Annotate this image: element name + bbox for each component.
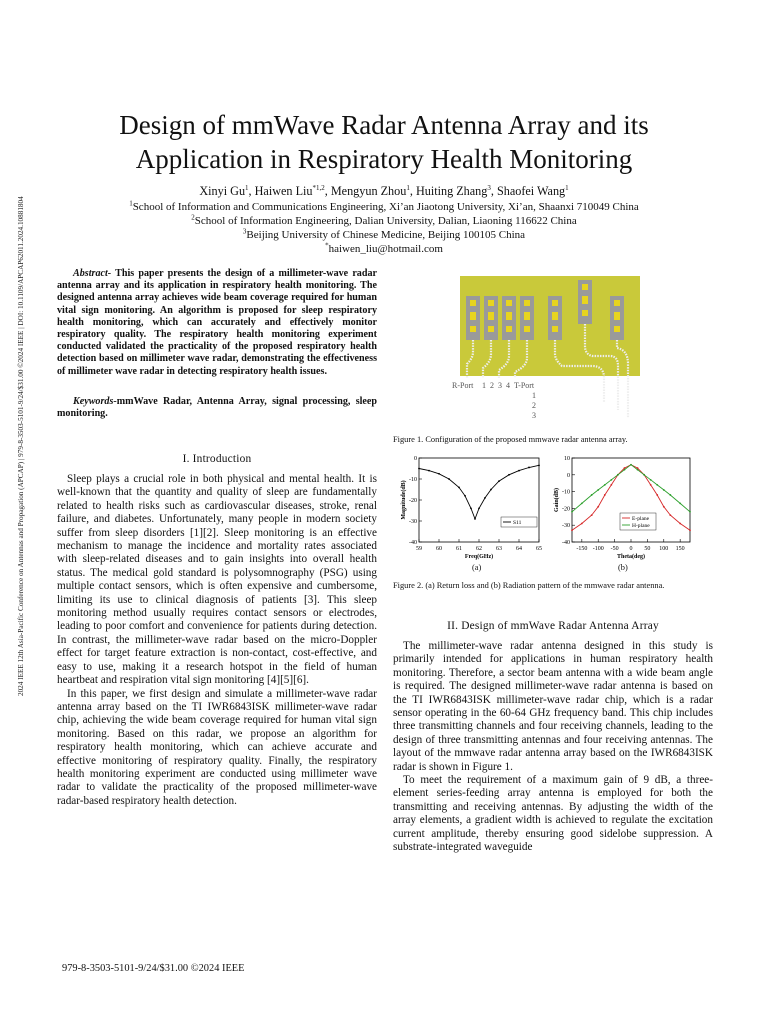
x-tick-label: 0 — [629, 546, 633, 552]
aff-text: haiwen_liu@hotmail.com — [328, 243, 443, 255]
y-tick-label: -20 — [409, 498, 417, 504]
plot-frame — [419, 458, 539, 542]
data-point — [538, 464, 540, 466]
author-sup: 3 — [487, 183, 491, 192]
data-point — [637, 469, 639, 471]
r-port-num: 1 — [482, 381, 486, 390]
paper-title — [60, 108, 708, 176]
data-point — [679, 523, 681, 525]
data-point — [637, 467, 639, 469]
data-point — [630, 464, 632, 466]
x-tick-label: -150 — [576, 546, 588, 552]
data-point — [669, 514, 671, 516]
abstract-text: This paper presents the design of a millimeter-wave radar antenna array and its application in respiratory health monitoring. The designed antenna array achieves wide beam coverage required for human vital sign monitoring. An algorithm is proposed for sleep respiratory health monitoring, which can accurately and effectively monitor respiratory quality. The respiratory health monitoring experiment conducted validated the practicality of the proposed respiratory health detection based on millimeter wave radar, demonstrating the effectiveness of millimeter wave radar in detecting respiratory health issues. — [57, 268, 377, 377]
data-point — [490, 489, 492, 491]
data-point — [656, 484, 658, 486]
paragraph: Sleep plays a crucial role in both physical and mental health. It is well-known that the quantity and quality of sleep are fundamentally related to health risks such as cardiovascular diseases, stroke, renal failure, and diabetes. Unfortunately, many people in modern society suffer from sleep disorders [1][2]. Sleep monitoring is an effective mechanism to manage the incidence and mortality rates associated with sleep-related diseases and to gain insights into overall health status. The medical gold standard is polysomnography (PSG) using multiple contact sensors, which is often expensive and cumbersome, limiting its use to clinical diagnosis of patients [3]. This sleep monitoring method usually requires contact sensors or electrodes, leading to poor comfort and convenience for patients during detection. In contrast, the millimeter-wave radar based on the micro-Doppler effect for target feature extraction is non-contact, cost-effective, and easy to use, making it a research hotspot in the field of human heartbeat and respiration vital sign monitoring [4][5][6]. — [57, 473, 377, 687]
data-point — [663, 506, 665, 508]
data-point — [581, 523, 583, 525]
section-1-heading: I. Introduction — [182, 453, 252, 465]
author-name: Xinyi Gu — [199, 184, 246, 198]
y-tick-label: 0 — [567, 472, 570, 479]
aff-sup: 2 — [191, 213, 195, 222]
author-name: Huiting Zhang — [415, 184, 488, 198]
r-port-num: 3 — [498, 381, 502, 390]
data-point — [617, 474, 619, 476]
author-name: Haiwen Liu — [254, 184, 313, 198]
data-point — [428, 470, 430, 472]
section-2-heading: II. Design of mmWave Radar Antenna Array — [447, 620, 659, 632]
figure-1 — [452, 274, 652, 424]
section-2-body — [393, 640, 713, 855]
data-point — [591, 514, 593, 516]
data-point — [591, 494, 593, 496]
data-point — [474, 518, 476, 520]
aff-sup: 3 — [242, 227, 247, 236]
figure-2a-label: (a) — [472, 563, 482, 572]
data-point — [581, 502, 583, 504]
x-axis-label: Freq(GHz) — [464, 554, 494, 560]
data-point — [470, 508, 472, 510]
data-point — [508, 474, 510, 476]
x-tick-label: -100 — [592, 546, 604, 552]
y-axis-label: Gain(dB) — [554, 487, 560, 513]
abstract — [57, 268, 377, 378]
keywords-text: mmWave Radar, Antenna Array, signal processing, sleep monitoring. — [57, 396, 377, 420]
data-point — [643, 474, 645, 476]
author-sup: *1,2 — [312, 183, 325, 192]
t-port-num: 2 — [532, 401, 536, 410]
data-point — [604, 484, 606, 486]
plot-frame — [572, 458, 690, 542]
aff-text: School of Information and Communications Engineering, Xi’an Jiaotong University, Xi’an, Shaanxi 710049 China — [132, 201, 639, 213]
aff-text: School of Information Engineering, Dalian University, Dalian, Liaoning 116622 China — [194, 215, 577, 227]
y-tick-label: -40 — [562, 540, 570, 546]
paragraph: To meet the requirement of a maximum gain of 9 dB, a three-element series-feeding array antenna is employed for both the transmitting and receiving antennas. By adjusting the width of the array elements, a gradient width is achieved to regulate the excitation current amplitude, thereby ensuring good sidelobe suppression. A substrate-integrated waveguide — [393, 774, 713, 854]
data-point — [669, 494, 671, 496]
x-tick-label: -50 — [610, 546, 619, 552]
x-tick-label: 63 — [496, 546, 502, 552]
data-point — [610, 479, 612, 481]
data-point — [679, 502, 681, 504]
port-labels — [452, 381, 536, 420]
affiliation-email — [60, 242, 708, 256]
data-point — [597, 489, 599, 491]
x-tick-label: 100 — [659, 546, 669, 552]
data-point — [448, 478, 450, 480]
y-tick-label: -10 — [409, 477, 417, 483]
x-axis-label: Theta(deg) — [617, 554, 645, 560]
y-tick-label: 0 — [414, 456, 417, 462]
x-tick-label: 61 — [456, 546, 462, 552]
r-port-label: R-Port — [452, 381, 474, 390]
data-point — [438, 473, 440, 475]
x-tick-label: 60 — [436, 546, 442, 552]
data-point — [597, 506, 599, 508]
data-point — [571, 511, 573, 513]
keywords-label: Keywords- — [73, 396, 117, 407]
keywords — [57, 396, 377, 420]
author-name: Mengyun Zhou — [330, 184, 407, 198]
abstract-label: Abstract- — [73, 268, 112, 279]
section-1-body — [57, 473, 377, 808]
data-point — [571, 529, 573, 531]
t-port-num: 1 — [532, 391, 536, 400]
x-tick-label: 59 — [416, 546, 422, 552]
y-tick-label: -40 — [409, 540, 417, 546]
antenna-array-layout — [452, 274, 652, 424]
title-line-2: Application in Respiratory Health Monitoring — [135, 144, 633, 174]
series-line — [572, 465, 690, 531]
doi-side-note: 2024 IEEE 12th Asia-Pacific Conference on Antennas and Propagation (APCAP) | 979-8-3503-5101-9/24/$31.00 ©2024 IEEE | DOI: 10.1109/APCAP62011.2024.10881804 — [17, 196, 25, 696]
affiliation-3 — [60, 228, 708, 242]
author-sup: 1 — [565, 183, 569, 192]
figure-2b-label: (b) — [618, 563, 628, 572]
data-point — [528, 467, 530, 469]
data-point — [610, 484, 612, 486]
data-point — [650, 479, 652, 481]
aff-sup: 1 — [129, 199, 133, 208]
radiation-pattern-chart — [548, 452, 698, 572]
x-tick-label: 64 — [516, 546, 522, 552]
y-tick-label: -30 — [562, 523, 570, 530]
data-point — [418, 468, 420, 470]
data-point — [464, 495, 466, 497]
data-point — [689, 511, 691, 513]
data-point — [663, 489, 665, 491]
legend-label: E-plane — [632, 516, 650, 522]
figure-1-caption: Figure 1. Configuration of the proposed mmwave radar antenna array. — [393, 435, 628, 444]
data-point — [458, 487, 460, 489]
paragraph: In this paper, we first design and simulate a millimeter-wave radar antenna array based on the TI IWR6843ISK millimeter-wave radar chip, achieving the wide beam coverage required for human vital sign monitoring. Based on this radar, we propose an algorithm for respiratory health monitoring, which can achieve accurate and effective monitoring of respiratory quality. Finally, the respiratory health monitoring experiment are conducted using millimeter wave radar to validate the practicality of the proposed millimeter-wave radar-based respiratory health detection. — [57, 687, 377, 807]
title-line-1: Design of mmWave Radar Antenna Array and its — [119, 110, 649, 140]
data-point — [650, 484, 652, 486]
y-tick-label: -10 — [562, 489, 570, 496]
data-point — [656, 494, 658, 496]
figure-2b — [548, 452, 698, 572]
r-port-num: 4 — [506, 381, 510, 390]
y-tick-label: -30 — [409, 519, 417, 525]
data-point — [604, 494, 606, 496]
data-point — [689, 529, 691, 531]
author-list: Xinyi Gu$^1$, Haiwen Liu$^{*1,2}$, Mengyun Zhou$^1$, Huiting Zhang$^3$, Shaofei Wang$^1$ — [199, 183, 569, 198]
author-name: Shaofei Wang — [496, 184, 566, 198]
figure-2a — [393, 452, 553, 572]
series-line — [572, 465, 690, 512]
author-sup: 1 — [245, 183, 249, 192]
page-footer: 979-8-3503-5101-9/24/$31.00 ©2024 IEEE — [62, 963, 245, 974]
t-port-num: 3 — [532, 411, 536, 420]
aff-text: Beijing University of Chinese Medicine, Beijing 100105 China — [246, 229, 526, 241]
data-point — [484, 497, 486, 499]
author-sup: 1 — [406, 183, 410, 192]
y-tick-label: -20 — [562, 506, 570, 513]
affiliation-1 — [60, 200, 708, 214]
legend-label: S11 — [513, 520, 522, 526]
data-point — [518, 470, 520, 472]
data-point — [624, 469, 626, 471]
aff-sup: * — [325, 241, 329, 250]
x-tick-label: 50 — [644, 546, 651, 552]
t-port-label: T-Port — [514, 381, 535, 390]
y-tick-label: 10 — [564, 456, 570, 462]
x-tick-label: 150 — [675, 546, 685, 552]
affiliation-2 — [60, 214, 708, 228]
figure-2-caption: Figure 2. (a) Return loss and (b) Radiation pattern of the mmwave radar antenna. — [393, 581, 665, 590]
series-line — [419, 465, 539, 519]
x-tick-label: 65 — [536, 546, 542, 552]
data-point — [498, 480, 500, 482]
r-port-num: 2 — [490, 381, 494, 390]
x-tick-label: 62 — [476, 546, 482, 552]
paragraph: The millimeter-wave radar antenna designed in this study is primarily intended for applications in human respiratory health monitoring. Therefore, a sector beam antenna with a wide beam angle is required. The designed millimeter-wave radar antenna is based on the TI IWR6843ISK millimeter-wave radar chip, which is a radar sensor operating in the 60-64 GHz frequency band. This chip includes three transmitting channels and four receiving channels, leading to the design of three transmitting antennas and four receiving antennas. The layout of the mmwave radar antenna array based on the IWR6843ISK radar is shown in Figure 1. — [393, 640, 713, 773]
return-loss-chart — [393, 452, 553, 572]
data-point — [478, 508, 480, 510]
legend-label: H-plane — [632, 523, 650, 529]
y-axis-label: Magnitude(dB) — [401, 480, 407, 520]
data-point — [624, 467, 626, 469]
